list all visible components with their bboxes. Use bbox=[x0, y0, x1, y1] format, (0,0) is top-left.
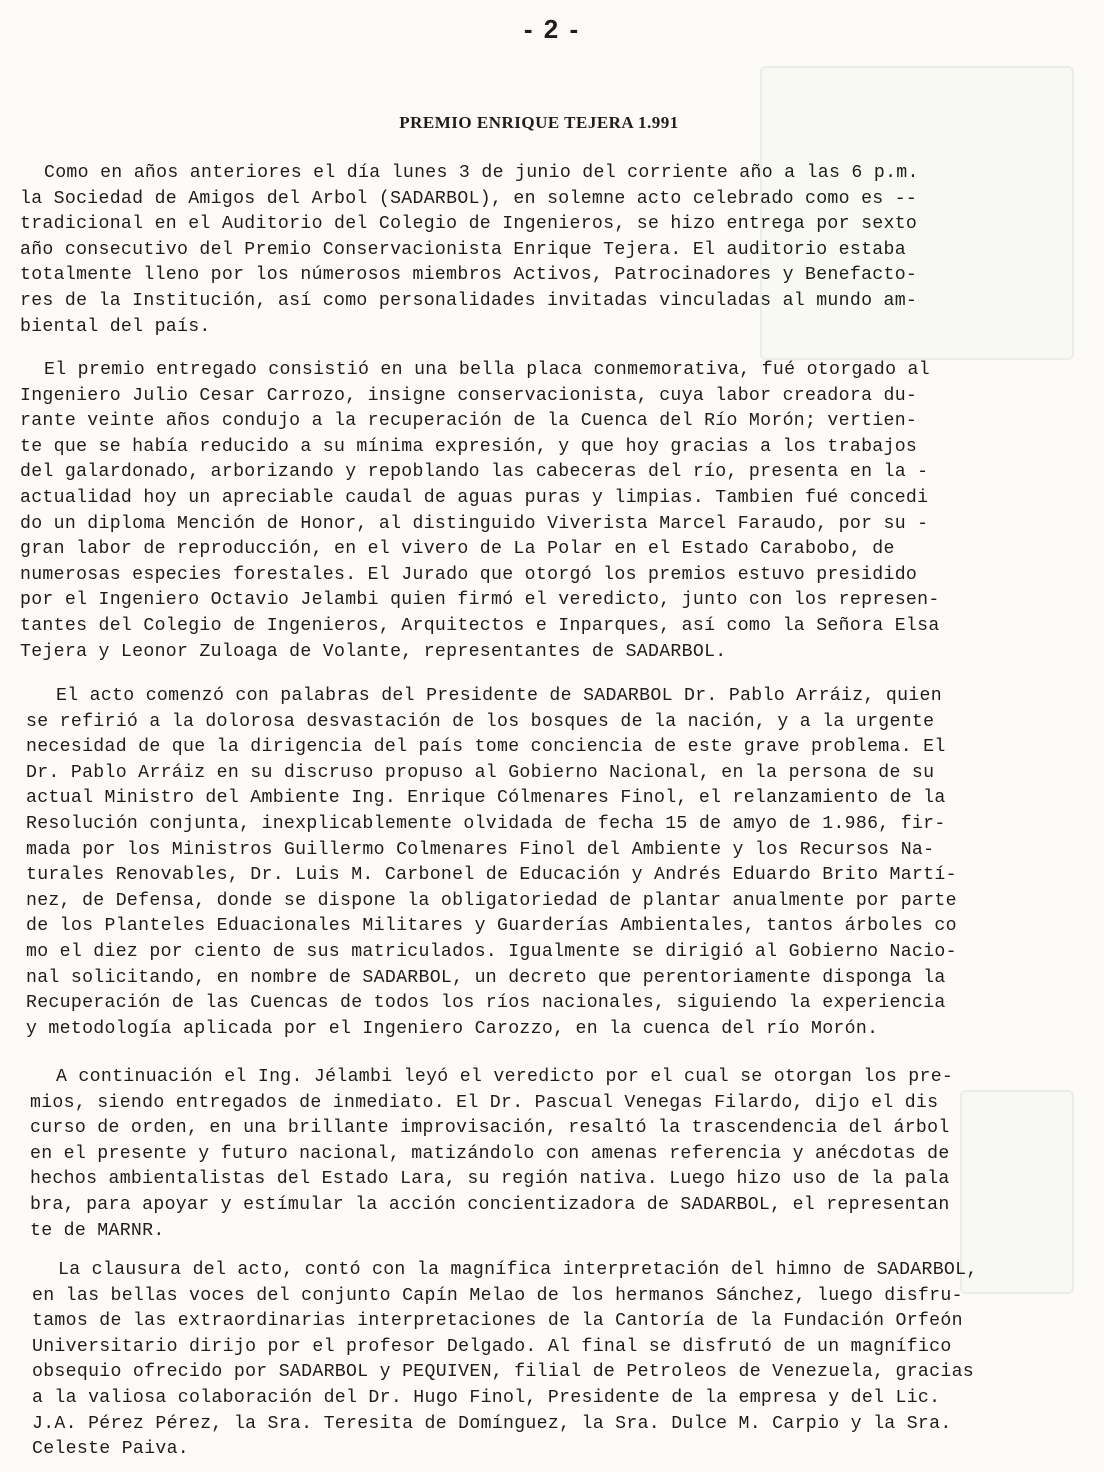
paragraph-line: tantes del Colegio de Ingenieros, Arquitectos e Inparques, así como la Señora Elsa bbox=[20, 615, 940, 636]
paragraph-3 bbox=[26, 684, 957, 1042]
paragraph-line: la Sociedad de Amigos del Arbol (SADARBOL), en solemne acto celebrado como es -- bbox=[20, 188, 918, 209]
paragraph-line: numerosas especies forestales. El Jurado que otorgó los premios estuvo presidido bbox=[20, 564, 918, 585]
paragraph-line: mada por los Ministros Guillermo Colmenares Finol del Ambiente y los Recursos Na- bbox=[26, 839, 935, 860]
paragraph-line: por el Ingeniero Octavio Jelambi quien firmó el veredicto, junto con los represen- bbox=[20, 590, 940, 611]
paragraph-line: a la valiosa colaboración del Dr. Hugo Finol, Presidente de la empresa y del Lic. bbox=[32, 1387, 941, 1408]
paragraph-4 bbox=[30, 1065, 954, 1244]
paragraph-line: Dr. Pablo Arráiz en su discruso propuso al Gobierno Nacional, en la persona de su bbox=[26, 762, 935, 783]
paragraph-line: J.A. Pérez Pérez, la Sra. Teresita de Domínguez, la Sra. Dulce M. Carpio y la Sra. bbox=[32, 1413, 952, 1434]
paragraph-line: necesidad de que la dirigencia del país tome conciencia de este grave problema. El bbox=[26, 737, 946, 758]
paragraph-line: actual Ministro del Ambiente Ing. Enrique Cólmenares Finol, el relanzamiento de la bbox=[26, 788, 946, 809]
paragraph-line: Como en años anteriores el día lunes 3 de junio del corriente año a las 6 p.m. bbox=[44, 163, 919, 183]
paragraph-line: hechos ambientalistas del Estado Lara, su región nativa. Luego hizo uso de la pala bbox=[30, 1169, 950, 1190]
paragraph-line: A continuación el Ing. Jélambi leyó el veredicto por el cual se otorgan los pre- bbox=[56, 1067, 954, 1087]
paragraph-line: bra, para apoyar y estímular la acción concientizadora de SADARBOL, el representan bbox=[30, 1194, 950, 1215]
paragraph-line: La clausura del acto, contó con la magnífica interpretación del himno de SADARBOL, bbox=[58, 1260, 978, 1280]
paragraph-line: se refirió a la dolorosa desvastación de los bosques de la nación, y a la urgente bbox=[26, 711, 935, 732]
paragraph-line: te de MARNR. bbox=[30, 1220, 165, 1241]
paragraph-1 bbox=[20, 161, 919, 340]
paragraph-line: tamos de las extraordinarias interpretaciones de la Cantoría de la Fundación Orfeón bbox=[32, 1311, 963, 1332]
paragraph-line: gran labor de reproducción, en el vivero de La Polar en el Estado Carabobo, de bbox=[20, 539, 895, 560]
paragraph-line: Resolución conjunta, inexplicablemente olvidada de fecha 15 de amyo de 1.986, fir- bbox=[26, 813, 946, 834]
paragraph-line: curso de orden, en una brillante improvisación, resaltó la trascendencia del árbol bbox=[30, 1118, 950, 1139]
paragraph-line: rante veinte años condujo a la recuperación de la Cuenca del Río Morón; vertien- bbox=[20, 411, 918, 432]
paragraph-line: res de la Institución, así como personalidades invitadas vinculadas al mundo am- bbox=[20, 290, 918, 311]
paragraph-line: obsequio ofrecido por SADARBOL y PEQUIVEN, filial de Petroleos de Venezuela, gracias bbox=[32, 1362, 974, 1383]
paragraph-line: do un diploma Mención de Honor, al distinguido Viverista Marcel Faraudo, por su - bbox=[20, 513, 929, 534]
paragraph-line: nal solicitando, en nombre de SADARBOL, un decreto que perentoriamente disponga la bbox=[26, 967, 946, 988]
paragraph-line: biental del país. bbox=[20, 316, 211, 337]
paragraph-line: nez, de Defensa, donde se dispone la obligatoriedad de plantar anualmente por parte bbox=[26, 890, 957, 911]
paragraph-line: turales Renovables, Dr. Luis M. Carbonel de Educación y Andrés Eduardo Brito Martí- bbox=[26, 865, 957, 886]
paragraph-line: tradicional en el Auditorio del Colegio de Ingenieros, se hizo entrega por sexto bbox=[20, 214, 918, 235]
paragraph-5 bbox=[32, 1258, 978, 1463]
paragraph-line: mios, siendo entregados de inmediato. El Dr. Pascual Venegas Filardo, dijo el dis bbox=[30, 1092, 939, 1113]
paragraph-line: Universitario dirijo por el profesor Delgado. Al final se disfrutó de un magnífico bbox=[32, 1336, 952, 1357]
paragraph-line: del galardonado, arborizando y repoblando las cabeceras del río, presenta en la - bbox=[20, 462, 929, 483]
paragraph-line: El premio entregado consistió en una bella placa conmemorativa, fué otorgado al bbox=[44, 360, 930, 380]
paragraph-line: totalmente lleno por los númerosos miembros Activos, Patrocinadores y Benefacto- bbox=[20, 265, 918, 286]
paragraph-line: te que se había reducido a su mínima expresión, y que hoy gracias a los trabajos bbox=[20, 436, 918, 457]
paragraph-line: de los Planteles Eduacionales Militares y Guarderías Ambientales, tantos árboles co bbox=[26, 916, 957, 937]
article-title: PREMIO ENRIQUE TEJERA 1.991 bbox=[399, 113, 679, 132]
paragraph-line: actualidad hoy un apreciable caudal de aguas puras y limpias. Tambien fué concedi bbox=[20, 487, 929, 508]
paragraph-line: Celeste Paiva. bbox=[32, 1439, 189, 1460]
paragraph-line: Recuperación de las Cuencas de todos los ríos nacionales, siguiendo la experiencia bbox=[26, 993, 946, 1014]
paragraph-line: en el presente y futuro nacional, matizándolo con amenas referencia y anécdotas de bbox=[30, 1143, 950, 1164]
page-number: - 2 - bbox=[523, 14, 581, 44]
paragraph-line: Tejera y Leonor Zuloaga de Volante, representantes de SADARBOL. bbox=[20, 641, 727, 662]
paragraph-line: año consecutivo del Premio Conservacionista Enrique Tejera. El auditorio estaba bbox=[20, 239, 906, 260]
paragraph-line: Ingeniero Julio Cesar Carrozo, insigne conservacionista, cuya labor creadora du- bbox=[20, 385, 918, 406]
paragraph-line: El acto comenzó con palabras del Presidente de SADARBOL Dr. Pablo Arráiz, quien bbox=[56, 686, 942, 706]
paragraph-line: en las bellas voces del conjunto Capín Melao de los hermanos Sánchez, luego disfru- bbox=[32, 1285, 963, 1306]
paragraph-line: mo el diez por ciento de sus matriculados. Igualmente se dirigió al Gobierno Nacio- bbox=[26, 941, 957, 962]
paragraph-2 bbox=[20, 358, 940, 665]
paragraph-line: y metodología aplicada por el Ingeniero Carozzo, en la cuenca del río Morón. bbox=[26, 1018, 879, 1039]
